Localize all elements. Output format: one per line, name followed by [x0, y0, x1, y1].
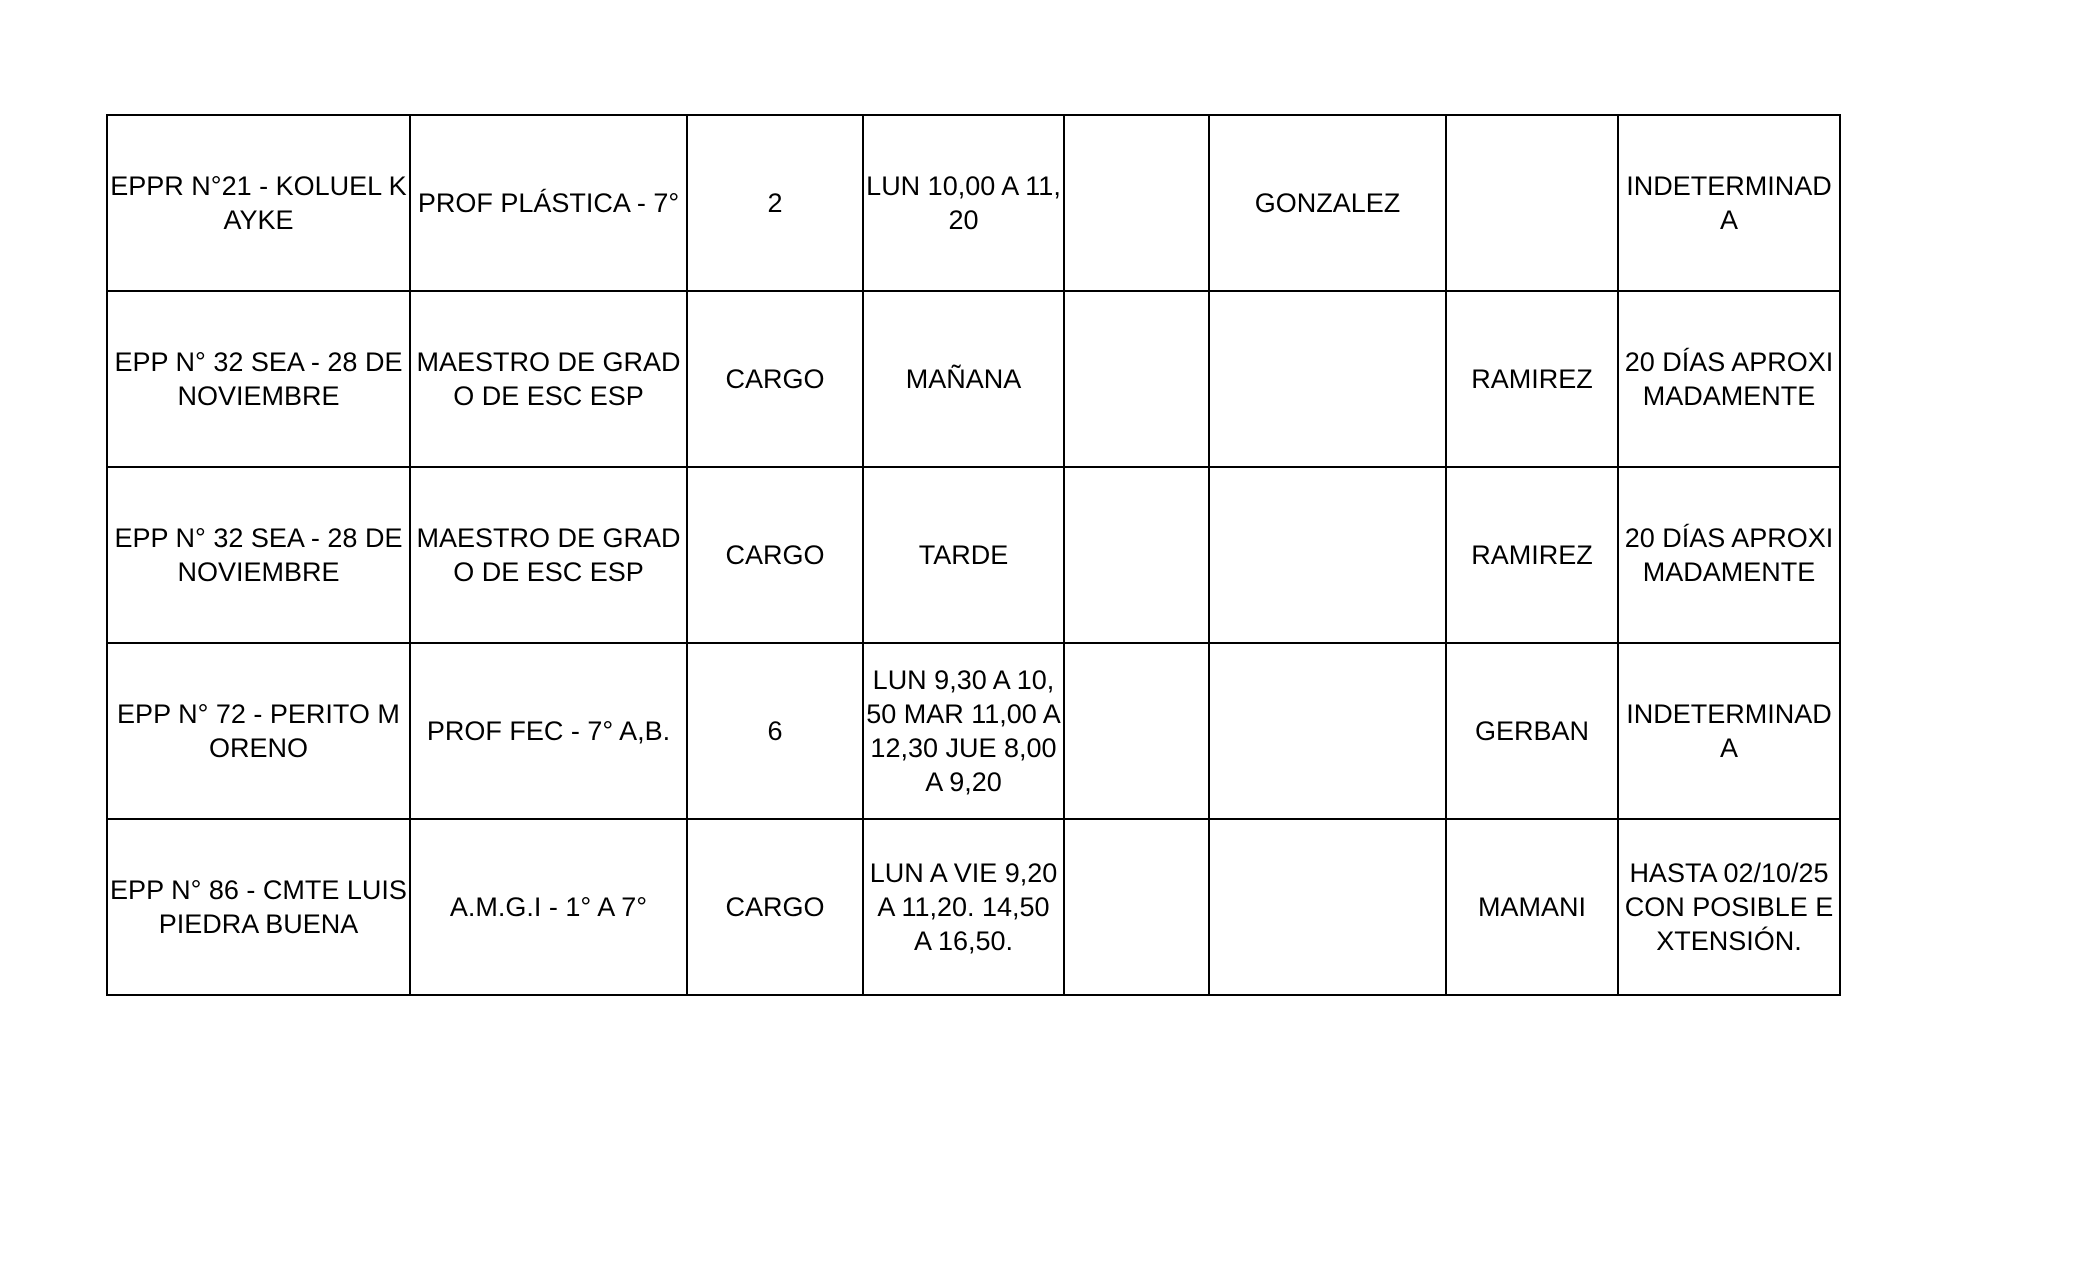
empty-cell	[1064, 291, 1209, 467]
table-row	[107, 643, 1840, 819]
schedule-cell: LUN 9,30 A 10,50 MAR 11,00 A 12,30 JUE 8,00 A 9,20	[863, 643, 1064, 819]
vacancies-table	[106, 114, 1841, 996]
school-cell: EPP N° 86 - CMTE LUIS PIEDRA BUENA	[107, 819, 410, 995]
name-cell: GONZALEZ	[1209, 115, 1446, 291]
duration-cell: 20 DÍAS APROXIMADAMENTE	[1618, 291, 1840, 467]
position-cell: A.M.G.I - 1° A 7°	[410, 819, 687, 995]
schedule-cell: LUN A VIE 9,20 A 11,20. 14,50 A 16,50.	[863, 819, 1064, 995]
name-cell	[1209, 291, 1446, 467]
school-cell: EPP N° 32 SEA - 28 DE NOVIEMBRE	[107, 467, 410, 643]
empty-cell	[1064, 819, 1209, 995]
name-cell	[1446, 115, 1618, 291]
empty-cell	[1064, 643, 1209, 819]
hours-cell: 2	[687, 115, 863, 291]
position-cell: PROF FEC - 7° A,B.	[410, 643, 687, 819]
schedule-cell: LUN 10,00 A 11,20	[863, 115, 1064, 291]
hours-cell: CARGO	[687, 819, 863, 995]
table-row	[107, 819, 1840, 995]
name-cell	[1209, 467, 1446, 643]
duration-cell: INDETERMINADA	[1618, 643, 1840, 819]
schedule-cell: MAÑANA	[863, 291, 1064, 467]
school-cell: EPP N° 32 SEA - 28 DE NOVIEMBRE	[107, 291, 410, 467]
empty-cell	[1064, 115, 1209, 291]
table-row	[107, 115, 1840, 291]
schedule-cell: TARDE	[863, 467, 1064, 643]
table-row	[107, 291, 1840, 467]
name-cell: MAMANI	[1446, 819, 1618, 995]
hours-cell: 6	[687, 643, 863, 819]
position-cell: MAESTRO DE GRADO DE ESC ESP	[410, 291, 687, 467]
name-cell	[1209, 643, 1446, 819]
hours-cell: CARGO	[687, 291, 863, 467]
position-cell: PROF PLÁSTICA - 7°	[410, 115, 687, 291]
duration-cell: HASTA 02/10/25 CON POSIBLE EXTENSIÓN.	[1618, 819, 1840, 995]
school-cell: EPPR N°21 - KOLUEL KAYKE	[107, 115, 410, 291]
school-cell: EPP N° 72 - PERITO MORENO	[107, 643, 410, 819]
duration-cell: 20 DÍAS APROXIMADAMENTE	[1618, 467, 1840, 643]
empty-cell	[1064, 467, 1209, 643]
duration-cell: INDETERMINADA	[1618, 115, 1840, 291]
name-cell	[1209, 819, 1446, 995]
table-row	[107, 467, 1840, 643]
name-cell: RAMIREZ	[1446, 291, 1618, 467]
hours-cell: CARGO	[687, 467, 863, 643]
name-cell: RAMIREZ	[1446, 467, 1618, 643]
name-cell: GERBAN	[1446, 643, 1618, 819]
position-cell: MAESTRO DE GRADO DE ESC ESP	[410, 467, 687, 643]
